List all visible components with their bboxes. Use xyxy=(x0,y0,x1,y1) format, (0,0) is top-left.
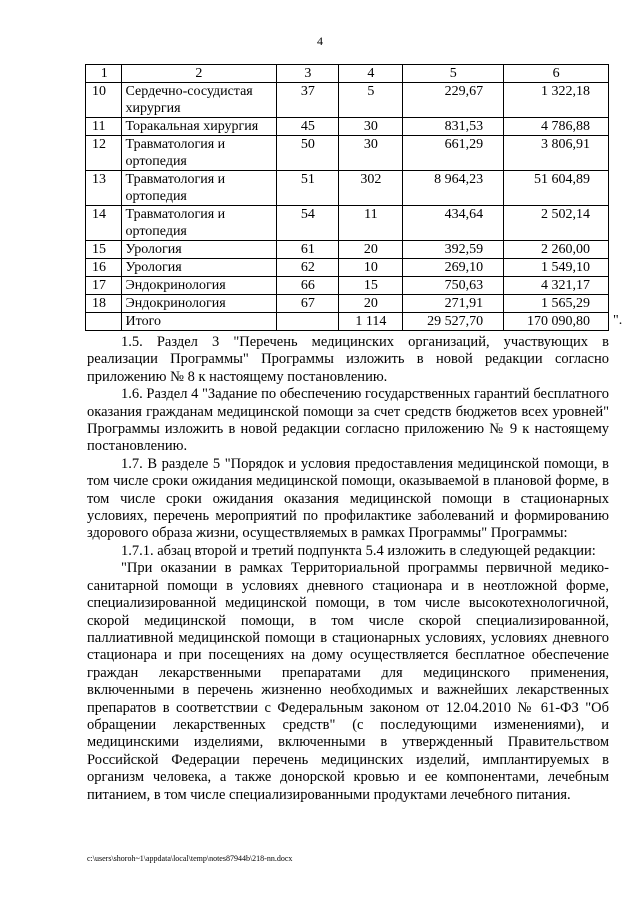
amount-cell: 271,91 xyxy=(403,295,504,313)
profile-cell: Травматология и ортопедия xyxy=(121,136,277,171)
group-cell: 66 xyxy=(277,277,339,295)
table-row xyxy=(86,83,609,118)
profile-cell: Эндокринология xyxy=(121,277,277,295)
amount-cell: 392,59 xyxy=(403,241,504,259)
table-row xyxy=(86,136,609,171)
table-row xyxy=(86,171,609,206)
profile-cell: Травматология и ортопедия xyxy=(121,206,277,241)
count-cell: 30 xyxy=(339,136,403,171)
total-label-cell: Итого xyxy=(121,313,277,331)
row-number-cell: 18 xyxy=(86,295,122,313)
grand-total-cell: 170 090,80 xyxy=(504,313,609,331)
count-cell: 30 xyxy=(339,118,403,136)
group-cell: 54 xyxy=(277,206,339,241)
group-cell xyxy=(277,313,339,331)
amount-cell: 229,67 xyxy=(403,83,504,118)
amount-cell: 831,53 xyxy=(403,118,504,136)
tariff-table xyxy=(85,64,609,331)
profile-cell: Урология xyxy=(121,241,277,259)
count-cell: 11 xyxy=(339,206,403,241)
amount-total-cell: 29 527,70 xyxy=(403,313,504,331)
amount-cell: 269,10 xyxy=(403,259,504,277)
amount-cell: 750,63 xyxy=(403,277,504,295)
count-cell: 20 xyxy=(339,241,403,259)
table-row xyxy=(86,241,609,259)
group-cell: 45 xyxy=(277,118,339,136)
row-number-cell: 16 xyxy=(86,259,122,277)
header-cell: 4 xyxy=(339,65,403,83)
total-cell: 1 322,18 xyxy=(504,83,609,118)
header-cell: 2 xyxy=(121,65,277,83)
paragraph-1-7-1: 1.7.1. абзац второй и третий подпункта 5.4 изложить в следующей редакции: xyxy=(121,542,596,559)
footer-file-path: c:\users\shoroh~1\appdata\local\temp\notes87944b\218-nn.docx xyxy=(87,854,293,863)
amount-cell: 434,64 xyxy=(403,206,504,241)
group-cell: 62 xyxy=(277,259,339,277)
header-cell: 5 xyxy=(403,65,504,83)
row-number-cell: 12 xyxy=(86,136,122,171)
table-row xyxy=(86,206,609,241)
total-cell: 4 321,17 xyxy=(504,277,609,295)
count-cell: 15 xyxy=(339,277,403,295)
total-cell: 2 502,14 xyxy=(504,206,609,241)
table-row xyxy=(86,118,609,136)
row-number-cell: 10 xyxy=(86,83,122,118)
profile-cell: Урология xyxy=(121,259,277,277)
row-number-cell: 14 xyxy=(86,206,122,241)
total-cell: 51 604,89 xyxy=(504,171,609,206)
profile-cell: Торакальная хирургия xyxy=(121,118,277,136)
count-cell: 10 xyxy=(339,259,403,277)
header-cell: 6 xyxy=(504,65,609,83)
table-row xyxy=(86,259,609,277)
header-cell: 1 xyxy=(86,65,122,83)
group-cell: 51 xyxy=(277,171,339,206)
closing-quote: ". xyxy=(613,313,623,328)
amount-cell: 8 964,23 xyxy=(403,171,504,206)
total-cell: 1 549,10 xyxy=(504,259,609,277)
paragraph-1-7: 1.7. В разделе 5 "Порядок и условия предоставления медицинской помощи, в том числе сроки ожидания медицинской помощи, оказываемой в плановой форме, в том числе сроки ожидания оказания медицинской помощи в стационарных условиях, перечень мероприятий по профилактике заболеваний и формированию здорового образа жизни, осуществляемых в рамках Программы" Программы: xyxy=(87,455,609,542)
header-cell: 3 xyxy=(277,65,339,83)
page-number: 4 xyxy=(317,34,323,48)
document-body xyxy=(87,334,609,804)
paragraph-1-5: 1.5. Раздел 3 "Перечень медицинских организаций, участвующих в реализации Программы" Программы изложить в новой редакции согласно приложению № 8 к настоящему постановлению. xyxy=(87,334,609,385)
total-cell: 1 565,29 xyxy=(504,295,609,313)
row-number-cell: 13 xyxy=(86,171,122,206)
table-row xyxy=(86,277,609,295)
count-total-cell: 1 114 xyxy=(339,313,403,331)
group-cell: 37 xyxy=(277,83,339,118)
profile-cell: Сердечно-сосудистая хирургия xyxy=(121,83,277,118)
count-cell: 20 xyxy=(339,295,403,313)
row-number-cell: 17 xyxy=(86,277,122,295)
count-cell: 5 xyxy=(339,83,403,118)
table-total-row xyxy=(86,313,609,331)
row-number-cell: 15 xyxy=(86,241,122,259)
paragraph-quote: "При оказании в рамках Территориальной программы первичной медико-санитарной помощи в условиях дневного стационара и в неотложной форме, специализированной медицинской помощи, в том числе высокотехнологичной, скорой медицинской помощи, в том числе скорой специализированной, паллиативной медицинской помощи в стационарных условиях, условиях дневного стационара и при посещениях на дому осуществляется бесплатное обеспечение граждан лекарственными препаратами для медицинского применения, включенными в перечень жизненно необходимых и важнейших лекарственных препаратов в соответствии с Федеральным законом от 12.04.2010 № 61-ФЗ "Об обращении лекарственных средств" (с последующими изменениями), и медицинскими изделиями, включенными в утвержденный Правительством Российской Федерации перечень медицинских изделий, имплантируемых в организм человека, а также донорской кровью и ее компонентами, лечебным питанием, в том числе специализированными продуктами лечебного питания. xyxy=(87,560,609,803)
total-cell: 2 260,00 xyxy=(504,241,609,259)
group-cell: 67 xyxy=(277,295,339,313)
paragraph-1-6: 1.6. Раздел 4 "Задание по обеспечению государственных гарантий бесплатного оказания гражданам медицинской помощи за счет средств бюджетов всех уровней" Программы изложить в новой редакции согласно приложению № 9 к настоящему постановлению. xyxy=(87,386,609,455)
table-header-row xyxy=(86,65,609,83)
group-cell: 50 xyxy=(277,136,339,171)
profile-cell: Эндокринология xyxy=(121,295,277,313)
total-cell: 3 806,91 xyxy=(504,136,609,171)
row-number-cell: 11 xyxy=(86,118,122,136)
group-cell: 61 xyxy=(277,241,339,259)
total-cell: 4 786,88 xyxy=(504,118,609,136)
profile-cell: Травматология и ортопедия xyxy=(121,171,277,206)
table-row xyxy=(86,295,609,313)
amount-cell: 661,29 xyxy=(403,136,504,171)
count-cell: 302 xyxy=(339,171,403,206)
row-number-cell xyxy=(86,313,122,331)
